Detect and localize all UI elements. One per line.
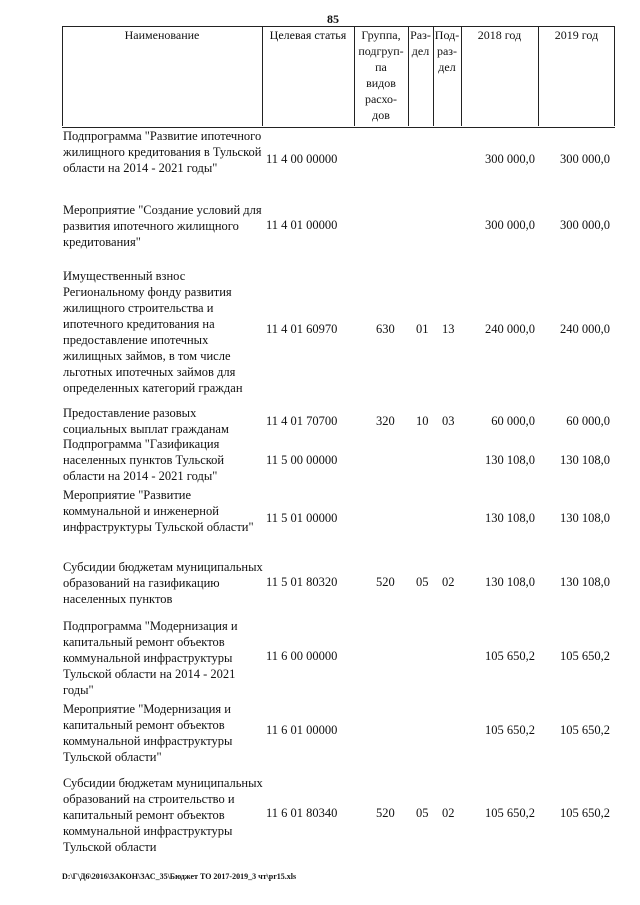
row-section: 01: [416, 322, 429, 336]
header-divider: [461, 26, 462, 126]
col-header-section-line: Раз-: [410, 28, 431, 42]
row-target-code: 11 6 01 00000: [266, 723, 338, 737]
col-header-group-line: дов: [372, 108, 390, 122]
row-name: Мероприятие "Развитие коммунальной и инженерной инфраструктуры Тульской области": [63, 488, 254, 534]
row-name: Подпрограмма "Развитие ипотечного жилищного кредитования в Тульской области на 2014 - 2021 годы": [63, 129, 262, 175]
col-header-name: [62, 26, 262, 128]
row-section: 05: [416, 806, 429, 820]
row-2019-value: 130 108,0: [560, 575, 610, 589]
col-header-target: [262, 26, 354, 128]
row-group: 320: [376, 414, 395, 428]
row-target-code: 11 4 00 00000: [266, 152, 338, 166]
col-header-group-line: па: [375, 60, 387, 74]
col-header-section-line: дел: [411, 44, 430, 58]
col-header-2018-text: 2018 год: [477, 28, 522, 42]
row-2018-value: 130 108,0: [485, 511, 535, 525]
row-subsection: 13: [442, 322, 455, 336]
row-2018-value: 130 108,0: [485, 453, 535, 467]
row-2019-value: 300 000,0: [560, 218, 610, 232]
page-number: 85: [327, 12, 339, 26]
col-header-group-line: подгруп-: [358, 44, 404, 58]
col-header-target-text: Целевая статья: [269, 28, 347, 42]
header-divider: [433, 26, 434, 126]
row-2019-value: 105 650,2: [560, 806, 610, 820]
row-name: Мероприятие "Модернизация и капитальный ремонт объектов коммунальной инфраструктуры Тульской области": [63, 702, 233, 764]
col-header-subsection-line: Под-: [434, 28, 460, 42]
header-divider: [262, 26, 263, 126]
row-target-code: 11 6 01 80340: [266, 806, 338, 820]
row-2019-value: 130 108,0: [560, 453, 610, 467]
row-subsection: 02: [442, 806, 455, 820]
row-name: Предоставление разовых социальных выплат гражданам: [63, 406, 229, 436]
header-divider: [408, 26, 409, 126]
row-name: Подпрограмма "Газификация населенных пунктов Тульской области на 2014 - 2021 годы": [63, 437, 225, 483]
row-2019-value: 300 000,0: [560, 152, 610, 166]
file-path-footer: D:\Г\Д6\2016\ЗАКОН\ЗАС_35\Бюджет ТО 2017-2019_3 чт\pr15.xls: [62, 872, 297, 881]
row-section: 05: [416, 575, 429, 589]
header-divider: [354, 26, 355, 126]
row-group: 520: [376, 575, 395, 589]
row-2018-value: 300 000,0: [485, 218, 535, 232]
row-target-code: 11 5 01 00000: [266, 511, 338, 525]
row-2018-value: 105 650,2: [485, 723, 535, 737]
row-subsection: 03: [442, 414, 455, 428]
col-header-name-text: Наименование: [124, 28, 200, 42]
col-header-group: [354, 26, 408, 128]
row-2018-value: 105 650,2: [485, 806, 535, 820]
row-2018-value: 130 108,0: [485, 575, 535, 589]
header-divider: [62, 26, 63, 126]
col-header-2019-text: 2019 год: [554, 28, 599, 42]
row-section: 10: [416, 414, 429, 428]
row-group: 630: [376, 322, 395, 336]
col-header-section: [408, 26, 433, 128]
header-divider: [538, 26, 539, 126]
row-2019-value: 105 650,2: [560, 723, 610, 737]
row-2019-value: 105 650,2: [560, 649, 610, 663]
row-2018-value: 240 000,0: [485, 322, 535, 336]
row-target-code: 11 4 01 70700: [266, 414, 338, 428]
row-2018-value: 105 650,2: [485, 649, 535, 663]
col-header-subsection-line: раз-: [436, 44, 458, 58]
row-name: Мероприятие "Создание условий для развития ипотечного жилищного кредитования": [63, 203, 262, 249]
row-name: Имущественный взнос Региональному фонду развития жилищного строительства и ипотечного кредитования на предоставление ипотечных жилищных займов, в том числе льготных ипотечных займов для определенных категорий граждан: [63, 269, 243, 395]
row-2018-value: 60 000,0: [491, 414, 535, 428]
col-header-subsection: [433, 26, 461, 128]
row-2018-value: 300 000,0: [485, 152, 535, 166]
row-2019-value: 130 108,0: [560, 511, 610, 525]
col-header-group-line: Группа,: [361, 28, 401, 42]
row-target-code: 11 6 00 00000: [266, 649, 338, 663]
row-group: 520: [376, 806, 395, 820]
col-header-subsection-line: дел: [438, 60, 456, 74]
row-target-code: 11 4 01 00000: [266, 218, 338, 232]
row-name: Подпрограмма "Модернизация и капитальный ремонт объектов коммунальной инфраструктуры Тульской области на 2014 - 2021 годы": [63, 619, 238, 697]
row-target-code: 11 5 01 80320: [266, 575, 338, 589]
row-target-code: 11 5 00 00000: [266, 453, 338, 467]
row-subsection: 02: [442, 575, 455, 589]
row-target-code: 11 4 01 60970: [266, 322, 338, 336]
header-divider: [614, 26, 615, 126]
col-header-group-line: видов: [366, 76, 396, 90]
row-name: Субсидии бюджетам муниципальных образований на газификацию населенных пунктов: [63, 560, 263, 606]
row-name: Субсидии бюджетам муниципальных образований на строительство и капитальный ремонт объектов коммунальной инфраструктуры Тульской области: [63, 776, 263, 854]
row-2019-value: 60 000,0: [566, 414, 610, 428]
col-header-2018: [461, 26, 538, 128]
col-header-group-line: расхо-: [364, 92, 398, 106]
col-header-2019: [538, 26, 615, 128]
row-2019-value: 240 000,0: [560, 322, 610, 336]
